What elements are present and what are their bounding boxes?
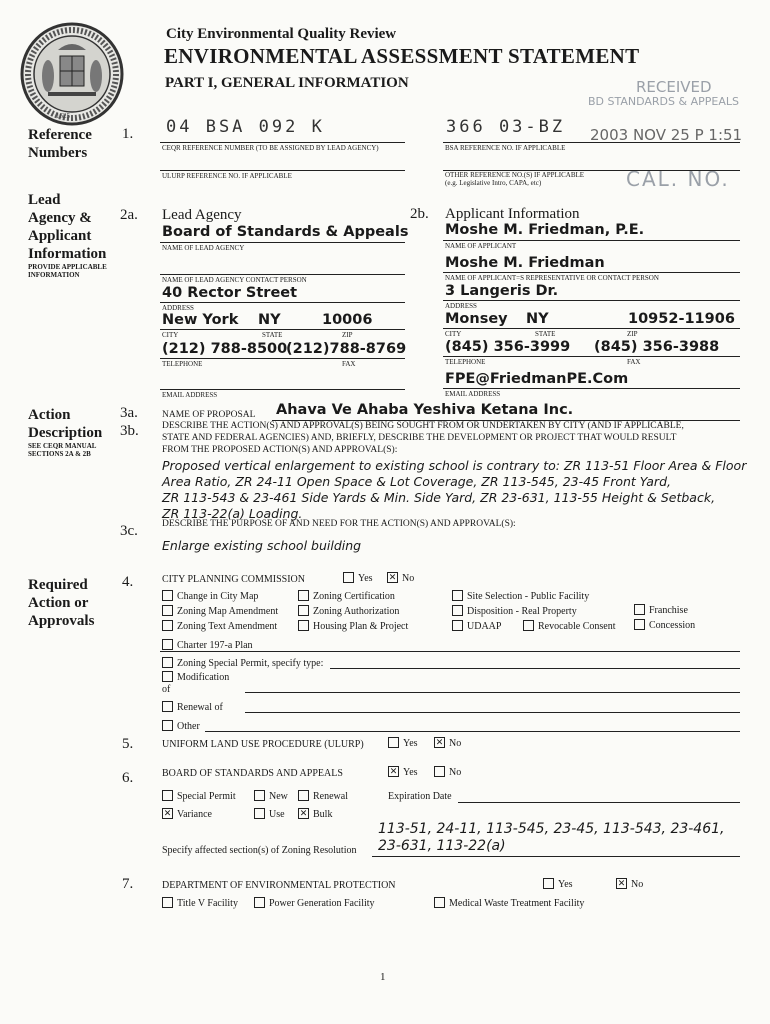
ceqr-number-label: CEQR REFERENCE NUMBER (TO BE ASSIGNED BY LEAD AGENCY) [162,144,379,152]
item-number: 7. [122,876,134,892]
item-number: 1. [122,126,134,142]
proposal-name-label: NAME OF PROPOSAL [162,410,256,420]
specify-sections-label: Specify affected section(s) of Zoning Resolution [162,845,357,856]
cpc-option[interactable]: Revocable Consent [523,621,615,632]
applicant-email-value: FPE@FriedmanPE.Com [445,371,629,387]
applicant-rep-name: Moshe M. Friedman [445,255,605,271]
cpc-no-option[interactable]: ✕ No [388,572,415,584]
checkbox[interactable] [162,720,173,731]
variance-option[interactable]: ✕ Variance [163,808,212,820]
item-number: 2a. [120,207,138,223]
applicant-city-value: Monsey [445,311,508,327]
section-action-label: Action Description SEE CEQR MANUAL SECTIONS 2A & 2B [28,407,103,458]
lead-phone-label: TELEPHONE [162,360,203,368]
ulurp-number-label: ULURP REFERENCE NO. IF APPLICABLE [162,172,292,180]
cpc-option[interactable]: Disposition - Real Property [452,606,577,617]
checkbox[interactable] [523,620,534,631]
lead-state-label: STATE [262,331,283,339]
checkbox[interactable] [434,766,445,777]
item-number: 3b. [120,423,139,439]
checkbox[interactable] [298,590,309,601]
applicant-address-value: 3 Langeris Dr. [445,283,559,299]
applicant-fax-label: FAX [627,358,641,366]
expiration-label: Expiration Date [388,791,452,802]
checkbox[interactable] [162,657,173,668]
checkbox[interactable] [254,897,265,908]
checkbox[interactable] [388,737,399,748]
cpc-option[interactable]: UDAAP [452,621,501,632]
cpc-option[interactable]: Zoning Authorization [298,606,399,617]
cpc-option[interactable]: Housing Plan & Project [298,621,408,632]
bsa-no-option[interactable]: No [434,767,461,778]
section-required-label: Required Action or Approvals [28,577,95,629]
checkbox[interactable] [162,701,173,712]
modification-option[interactable]: Modification [162,672,229,683]
checkbox-checked[interactable]: ✕ [435,737,444,748]
checkbox-checked[interactable]: ✕ [388,572,397,583]
applicant-email-label: EMAIL ADDRESS [445,390,501,398]
lead-fax-value: (212)788-8769 [286,341,407,357]
zoning-sections-line-2: 23-631, 113-22(a) [378,838,506,854]
item-number: 4. [122,574,134,590]
checkbox[interactable] [452,590,463,601]
checkbox[interactable] [298,790,309,801]
section-reference-label: Reference Numbers [28,127,92,161]
lead-agency-name: Board of Standards & Appeals [162,224,409,240]
checkbox[interactable] [452,620,463,631]
ceqr-number-value: 04 BSA 092 K [166,117,325,137]
nyc-seal [18,20,126,128]
medical-waste-option[interactable]: Medical Waste Treatment Facility [434,898,584,909]
bsa-yes-option[interactable]: ✕ Yes [389,766,418,778]
modification-of-label: of [162,684,171,695]
charter-option[interactable]: Charter 197-a Plan [162,640,253,651]
item-number: 6. [122,770,134,786]
applicant-phone-label: TELEPHONE [445,358,486,366]
checkbox[interactable] [162,605,173,616]
special-permit-option[interactable]: Zoning Special Permit, specify type: [162,658,323,669]
dep-yes-option[interactable]: Yes [543,879,573,890]
applicant-name-label: NAME OF APPLICANT [445,242,517,250]
lead-phone-value: (212) 788-8500 [162,341,288,357]
checkbox[interactable] [298,605,309,616]
cpc-option[interactable]: Franchise [634,605,688,616]
lead-address-label: ADDRESS [162,304,194,312]
ulurp-label: UNIFORM LAND USE PROCEDURE (ULURP) [162,739,364,750]
checkbox[interactable] [162,590,173,601]
use-option[interactable]: Use [254,809,285,820]
lead-city-value: New York [162,312,239,328]
checkbox-checked[interactable]: ✕ [299,808,308,819]
power-generation-option[interactable]: Power Generation Facility [254,898,375,909]
proposed-action-line-3: ZR 113-543 & 23-461 Side Yards & Min. Side Yard, ZR 23-631, 113-55 Height & Setback, [162,490,716,505]
item-number: 2b. [410,206,429,222]
cpc-label: CITY PLANNING COMMISSION [162,574,305,585]
cpc-yes-option[interactable]: Yes [343,573,373,584]
title-v-option[interactable]: Title V Facility [162,898,238,909]
seal-year: 1625 [56,112,70,120]
renewal-option[interactable]: Renewal of [162,702,223,713]
cal-stamp: CAL. NO. [626,167,730,191]
cpc-option[interactable]: Site Selection - Public Facility [452,591,589,602]
checkbox[interactable] [162,620,173,631]
checkbox[interactable] [343,572,354,583]
describe-action-line-1: DESCRIBE THE ACTION(S) AND APPROVAL(S) BEING SOUGHT FROM OR UNDERTAKEN BY CITY (AND IF APPLICABLE, [162,421,684,431]
cpc-option[interactable]: Zoning Map Amendment [162,606,278,617]
checkbox[interactable] [634,619,645,630]
lead-address-value: 40 Rector Street [162,285,298,301]
ulurp-no-option[interactable]: ✕ No [435,737,462,749]
proposed-action-line-4: ZR 113-22(a) Loading. [162,506,303,521]
lead-contact-label: NAME OF LEAD AGENCY CONTACT PERSON [162,276,307,284]
item-number: 3a. [120,405,138,421]
received-stamp: RECEIVED [636,78,712,96]
cpc-option[interactable]: Change in City Map [162,591,258,602]
ulurp-yes-option[interactable]: Yes [388,738,418,749]
bsa-number-value: 366 03-BZ [446,117,566,137]
checkbox[interactable] [543,878,554,889]
dep-label: DEPARTMENT OF ENVIRONMENTAL PROTECTION [162,880,396,891]
applicant-fax-value: (845) 356-3988 [594,339,720,355]
part-title: PART I, GENERAL INFORMATION [165,75,409,91]
checkbox-checked[interactable]: ✕ [389,766,398,777]
board-stamp: BD STANDARDS & APPEALS [588,95,739,108]
checkbox[interactable] [634,604,645,615]
checkbox[interactable] [452,605,463,616]
checkbox-checked[interactable]: ✕ [617,878,626,889]
checkbox[interactable] [254,808,265,819]
lead-state-value: NY [258,312,281,328]
renewal-bsa-option[interactable]: Renewal [298,791,348,802]
lead-agency-name-label: NAME OF LEAD AGENCY [162,244,245,252]
checkbox[interactable] [298,620,309,631]
checkbox[interactable] [162,671,173,682]
checkbox[interactable] [434,897,445,908]
applicant-address-label: ADDRESS [445,302,477,310]
other-option[interactable]: Other [162,721,200,732]
applicant-rep-label: NAME OF APPLICANT=S REPRESENTATIVE OR CONTACT PERSON [445,274,659,282]
other-reference-label: OTHER REFERENCE NO.(S) IF APPLICABLE (e.g. Legislative Intro, CAPA, etc) [445,171,585,187]
purpose-value: Enlarge existing school building [162,538,362,553]
applicant-city-label: CITY [445,330,462,338]
date-stamp: 2003 NOV 25 P 1:51 [590,126,743,144]
dep-no-option[interactable]: ✕ No [617,878,644,890]
checkbox[interactable] [254,790,265,801]
page-number: 1 [380,971,386,983]
special-permit-bsa-option[interactable]: Special Permit [162,791,236,802]
describe-action-line-2: STATE AND FEDERAL AGENCIES) AND, BRIEFLY, DESCRIBE THE DEVELOPMENT OR PROJECT THAT WOULD RESULT [162,433,677,443]
bsa-label: BOARD OF STANDARDS AND APPEALS [162,768,343,779]
bulk-option[interactable]: ✕ Bulk [299,808,333,820]
applicant-zip-label: ZIP [627,330,638,338]
section-lead-label: Lead Agency & Applicant Information PROVIDE APPLICABLE INFORMATION [28,192,107,279]
purpose-label: DESCRIBE THE PURPOSE OF AND NEED FOR THE ACTION(S) AND APPROVAL(S): [162,519,516,529]
checkbox[interactable] [162,639,173,650]
proposed-action-line-2: Area Ratio, ZR 24-11 Open Space & Lot Coverage, ZR 113-545, 23-45 Front Yard, [162,474,671,489]
applicant-state-label: STATE [535,330,556,338]
zoning-sections-line-1: 113-51, 24-11, 113-545, 23-45, 113-543, 23-461, [378,821,725,837]
checkbox-checked[interactable]: ✕ [163,808,172,819]
describe-action-line-3: FROM THE PROPOSED ACTION(S) AND APPROVAL(S): [162,445,398,455]
proposed-action-line-1: Proposed vertical enlargement to existing school is contrary to: ZR 113-51 Floor Area & Floor [162,458,747,473]
proposal-name-value: Ahava Ve Ahaba Yeshiva Ketana Inc. [276,402,574,418]
applicant-title: Applicant Information [445,206,580,222]
applicant-state-value: NY [526,311,549,327]
new-option[interactable]: New [254,791,288,802]
applicant-zip-value: 10952-11906 [628,311,735,327]
lead-agency-title: Lead Agency [162,207,242,223]
lead-city-label: CITY [162,331,179,339]
lead-fax-label: FAX [342,360,356,368]
applicant-phone-value: (845) 356-3999 [445,339,571,355]
checkbox[interactable] [162,790,173,801]
applicant-name: Moshe M. Friedman, P.E. [445,222,645,238]
cpc-option[interactable]: Zoning Text Amendment [162,621,277,632]
document-title: ENVIRONMENTAL ASSESSMENT STATEMENT [164,44,640,68]
checkbox[interactable] [162,897,173,908]
bsa-number-label: BSA REFERENCE NO. IF APPLICABLE [445,144,566,152]
lead-zip-value: 10006 [322,312,373,328]
cpc-option[interactable]: Concession [634,620,695,631]
item-number: 5. [122,736,134,752]
item-number: 3c. [120,523,138,539]
agency-title: City Environmental Quality Review [166,26,397,42]
lead-email-label: EMAIL ADDRESS [162,391,218,399]
cpc-option[interactable]: Zoning Certification [298,591,395,602]
lead-zip-label: ZIP [342,331,353,339]
